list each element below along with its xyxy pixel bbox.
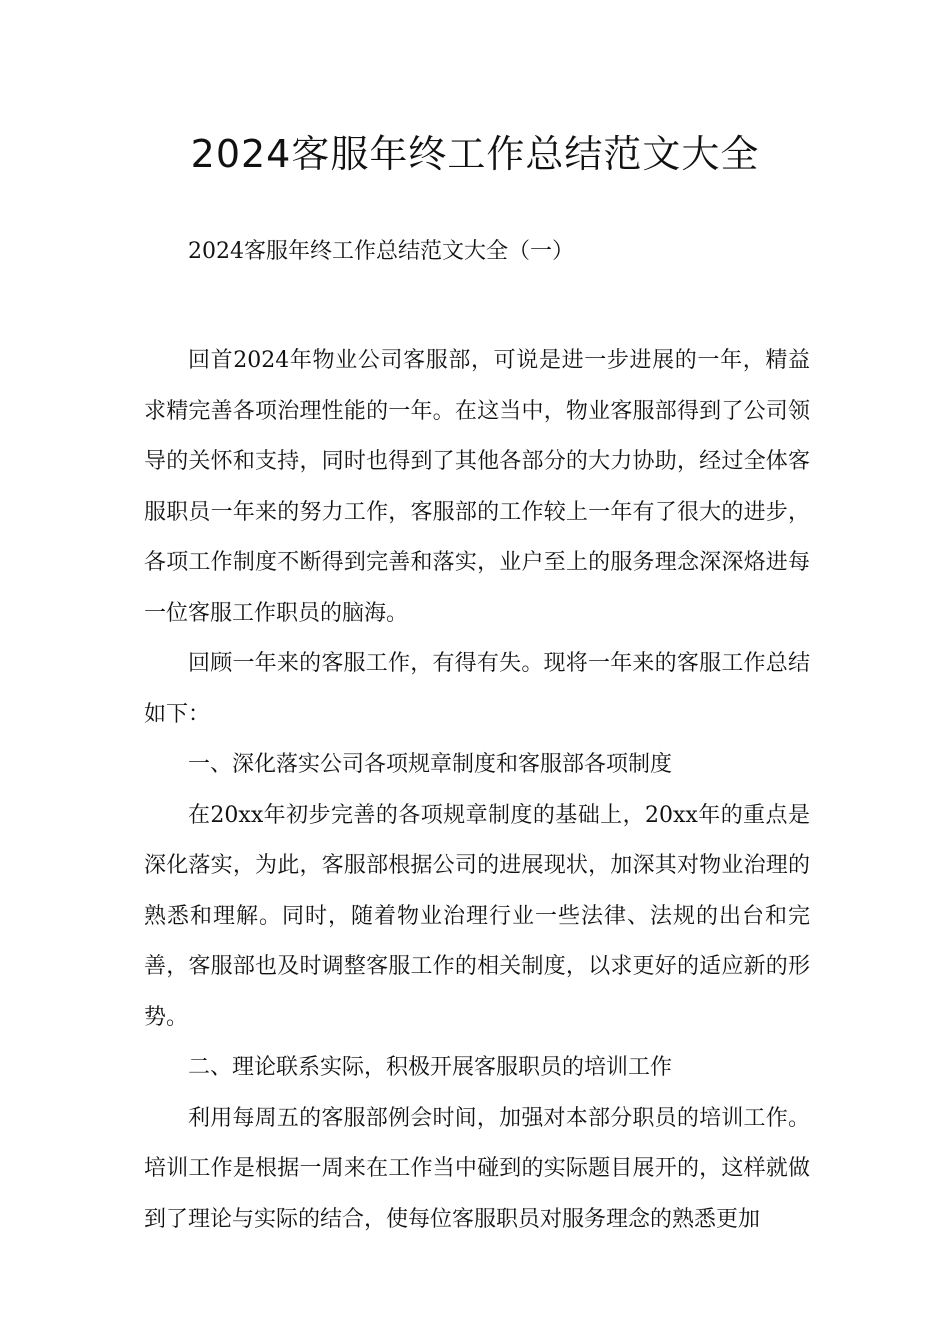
paragraph-section-2: 利用每周五的客服部例会时间，加强对本部分职员的培训工作。培训工作是根据一周来在工作当中碰到的实际题目展开的，这样就做到了理论与实际的结合，使每位客服职员对服务理念的熟悉更加 xyxy=(144,1105,810,1232)
document-body xyxy=(144,336,810,1245)
section-heading-1: 一、深化落实公司各项规章制度和客服部各项制度 xyxy=(188,752,673,777)
document-title: 2024客服年终工作总结范文大全 xyxy=(190,132,760,176)
paragraph-section-1: 在20xx年初步完善的各项规章制度的基础上，20xx年的重点是深化落实，为此，客服部根据公司的进展现状，加深其对物业治理的熟悉和理解。同时，随着物业治理行业一些法律、法规的出台和完善，客服部也及时调整客服工作的相关制度，以求更好的适应新的形势。 xyxy=(144,802,810,1030)
section-heading-2: 二、理论联系实际，积极开展客服职员的培训工作 xyxy=(188,1055,673,1080)
document-subtitle: 2024客服年终工作总结范文大全（一） xyxy=(188,239,574,264)
paragraph-intro: 回首2024年物业公司客服部，可说是进一步进展的一年，精益求精完善各项治理性能的一年。在这当中，物业客服部得到了公司领导的关怀和支持，同时也得到了其他各部分的大力协助，经过全体客服职员一年来的努力工作，客服部的工作较上一年有了很大的进步，各项工作制度不断得到完善和落实，业户至上的服务理念深深烙进每一位客服工作职员的脑海。 xyxy=(144,348,810,626)
paragraph-review: 回顾一年来的客服工作，有得有失。现将一年来的客服工作总结如下： xyxy=(144,651,810,727)
